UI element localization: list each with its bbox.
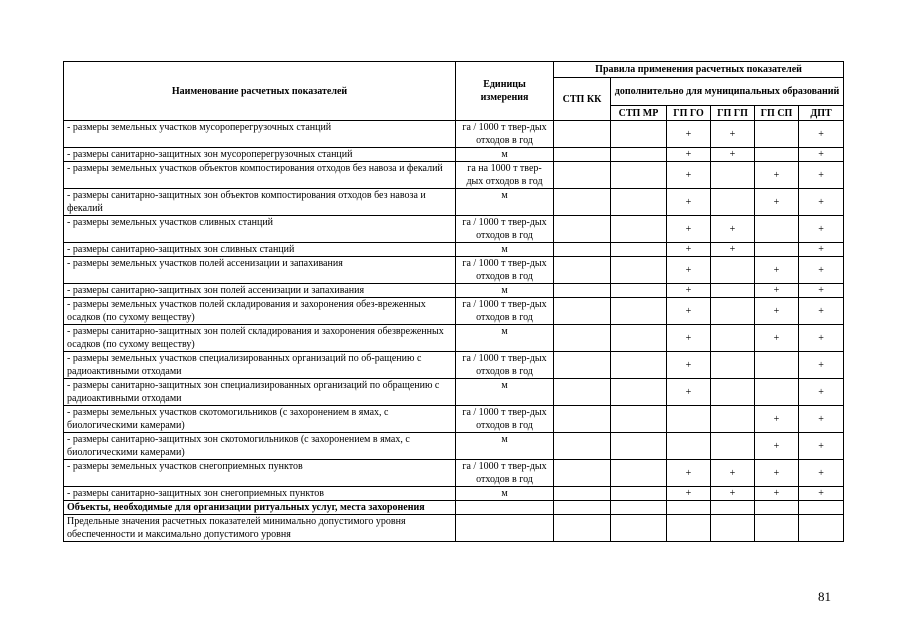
mark-stpkk <box>554 460 611 487</box>
mark-gpgo: + <box>667 148 711 162</box>
mark-dpt: + <box>799 243 844 257</box>
mark-dpt: + <box>799 216 844 243</box>
table-row <box>64 460 844 487</box>
mark-gpgo: + <box>667 298 711 325</box>
mark-gpgo: + <box>667 379 711 406</box>
mark-gpgp: + <box>711 243 755 257</box>
mark-gpsp: + <box>755 487 799 501</box>
mark-stpmr <box>611 379 667 406</box>
row-unit: га / 1000 т твер-дых отходов в год <box>456 121 554 148</box>
mark-gpgp: + <box>711 460 755 487</box>
mark-gpgp: + <box>711 121 755 148</box>
row-name: - размеры санитарно-защитных зон скотомогильников (с захоронением в ямах, с биологическими камерами) <box>64 433 456 460</box>
mark-stpmr <box>611 325 667 352</box>
table-row <box>64 406 844 433</box>
row-unit: га / 1000 т твер-дых отходов в год <box>456 257 554 284</box>
mark-stpkk <box>554 433 611 460</box>
mark-gpgp: + <box>711 148 755 162</box>
header-dpt: ДПТ <box>799 106 844 121</box>
mark-stpkk <box>554 148 611 162</box>
row-unit: м <box>456 284 554 298</box>
mark-stpkk <box>554 121 611 148</box>
indicators-table <box>63 61 844 542</box>
mark-dpt: + <box>799 284 844 298</box>
header-units: Единицы измерения <box>456 62 554 121</box>
mark-stpkk <box>554 284 611 298</box>
mark-stpmr <box>611 284 667 298</box>
header-stp-kk: СТП КК <box>554 78 611 121</box>
header-gp-gp: ГП ГП <box>711 106 755 121</box>
mark-dpt: + <box>799 433 844 460</box>
row-name: - размеры земельных участков специализированных организаций по об-ращению с радиоактивными отходами <box>64 352 456 379</box>
row-unit: м <box>456 148 554 162</box>
mark-gpsp <box>755 352 799 379</box>
mark-gpsp: + <box>755 257 799 284</box>
mark-stpkk <box>554 352 611 379</box>
table-row <box>64 284 844 298</box>
row-name: - размеры земельных участков объектов компостирования отходов без навоза и фекалий <box>64 162 456 189</box>
row-name: - размеры земельных участков сливных станций <box>64 216 456 243</box>
mark-gpgo <box>667 406 711 433</box>
row-unit: га / 1000 т твер-дых отходов в год <box>456 298 554 325</box>
section-title: Объекты, необходимые для организации ритуальных услуг, места захоронения <box>64 501 456 515</box>
row-name: - размеры земельных участков скотомогильников (с захоронением в ямах, с биологическими камерами) <box>64 406 456 433</box>
row-name: - размеры санитарно-защитных зон сливных станций <box>64 243 456 257</box>
mark-gpsp: + <box>755 325 799 352</box>
mark-gpgo: + <box>667 325 711 352</box>
row-name: - размеры санитарно-защитных зон снегоприемных пунктов <box>64 487 456 501</box>
mark-gpsp <box>755 121 799 148</box>
table-row <box>64 257 844 284</box>
mark-stpmr <box>611 148 667 162</box>
row-name: - размеры санитарно-защитных зон специализированных организаций по обращению с радиоактивными отходами <box>64 379 456 406</box>
mark-dpt: + <box>799 460 844 487</box>
row-unit: м <box>456 433 554 460</box>
mark-dpt: + <box>799 189 844 216</box>
mark-gpsp: + <box>755 189 799 216</box>
page-number: 81 <box>818 589 831 604</box>
mark-stpkk <box>554 487 611 501</box>
table-row <box>64 162 844 189</box>
row-unit: м <box>456 325 554 352</box>
table-row <box>64 325 844 352</box>
header-gp-go: ГП ГО <box>667 106 711 121</box>
header-name: Наименование расчетных показателей <box>64 62 456 121</box>
mark-stpmr <box>611 352 667 379</box>
mark-gpgo <box>667 433 711 460</box>
mark-gpsp: + <box>755 162 799 189</box>
row-unit: м <box>456 487 554 501</box>
mark-dpt: + <box>799 487 844 501</box>
mark-stpmr <box>611 406 667 433</box>
row-name: - размеры земельных участков полей ассенизации и запахивания <box>64 257 456 284</box>
mark-stpkk <box>554 243 611 257</box>
table-row <box>64 298 844 325</box>
row-name: - размеры санитарно-защитных зон полей складирования и захоронения обезвреженных осадков (по сухому веществу) <box>64 325 456 352</box>
mark-dpt: + <box>799 379 844 406</box>
mark-stpmr <box>611 216 667 243</box>
mark-stpkk <box>554 162 611 189</box>
mark-gpgp: + <box>711 216 755 243</box>
table-row <box>64 216 844 243</box>
mark-gpsp: + <box>755 406 799 433</box>
row-name: - размеры земельных участков мусороперегрузочных станций <box>64 121 456 148</box>
mark-gpgp <box>711 284 755 298</box>
table-row <box>64 379 844 406</box>
mark-gpsp: + <box>755 284 799 298</box>
mark-stpmr <box>611 243 667 257</box>
mark-gpgp <box>711 433 755 460</box>
mark-gpsp <box>755 379 799 406</box>
mark-gpgp <box>711 379 755 406</box>
row-unit: м <box>456 189 554 216</box>
table-row <box>64 121 844 148</box>
mark-dpt: + <box>799 148 844 162</box>
section-text: Предельные значения расчетных показателей минимально допустимого уровня обеспеченности и максимально допустимого уровня <box>64 515 456 542</box>
section-text-row <box>64 515 844 542</box>
row-unit: га / 1000 т твер-дых отходов в год <box>456 460 554 487</box>
row-unit: га на 1000 т твер-дых отходов в год <box>456 162 554 189</box>
mark-stpkk <box>554 406 611 433</box>
table-row <box>64 487 844 501</box>
mark-gpgp <box>711 406 755 433</box>
mark-gpgp <box>711 325 755 352</box>
mark-gpgo: + <box>667 162 711 189</box>
mark-stpmr <box>611 189 667 216</box>
mark-gpgo: + <box>667 284 711 298</box>
mark-stpkk <box>554 379 611 406</box>
mark-dpt: + <box>799 121 844 148</box>
mark-stpkk <box>554 298 611 325</box>
table-row <box>64 189 844 216</box>
mark-stpmr <box>611 460 667 487</box>
header-stp-mr: СТП МР <box>611 106 667 121</box>
row-unit: га / 1000 т твер-дых отходов в год <box>456 352 554 379</box>
mark-stpkk <box>554 257 611 284</box>
mark-stpkk <box>554 325 611 352</box>
mark-stpmr <box>611 433 667 460</box>
mark-stpkk <box>554 189 611 216</box>
mark-gpgo: + <box>667 487 711 501</box>
row-name: - размеры земельных участков полей складирования и захоронения обез-вреженных осадков (по сухому веществу) <box>64 298 456 325</box>
mark-gpgp: + <box>711 487 755 501</box>
mark-gpgo: + <box>667 243 711 257</box>
mark-gpsp <box>755 216 799 243</box>
mark-gpgp <box>711 298 755 325</box>
table-row <box>64 352 844 379</box>
mark-gpgp <box>711 162 755 189</box>
mark-gpgo: + <box>667 257 711 284</box>
table-row <box>64 243 844 257</box>
row-name: - размеры санитарно-защитных зон полей ассенизации и запахивания <box>64 284 456 298</box>
mark-gpgp <box>711 352 755 379</box>
table-header <box>64 62 844 121</box>
mark-gpsp <box>755 148 799 162</box>
row-unit: га / 1000 т твер-дых отходов в год <box>456 216 554 243</box>
header-gp-sp: ГП СП <box>755 106 799 121</box>
mark-stpkk <box>554 216 611 243</box>
mark-gpgp <box>711 189 755 216</box>
mark-stpmr <box>611 257 667 284</box>
mark-gpsp <box>755 243 799 257</box>
row-name: - размеры санитарно-защитных зон мусороперегрузочных станций <box>64 148 456 162</box>
mark-gpgp <box>711 257 755 284</box>
section-title-row <box>64 501 844 515</box>
mark-dpt: + <box>799 406 844 433</box>
mark-gpgo: + <box>667 189 711 216</box>
mark-stpmr <box>611 298 667 325</box>
mark-stpmr <box>611 121 667 148</box>
mark-stpmr <box>611 162 667 189</box>
mark-gpgo: + <box>667 121 711 148</box>
mark-gpsp: + <box>755 298 799 325</box>
table-body <box>64 121 844 542</box>
mark-stpmr <box>611 487 667 501</box>
table-row <box>64 148 844 162</box>
mark-gpgo: + <box>667 460 711 487</box>
row-unit: м <box>456 379 554 406</box>
mark-dpt: + <box>799 257 844 284</box>
mark-dpt: + <box>799 162 844 189</box>
mark-dpt: + <box>799 325 844 352</box>
row-unit: га / 1000 т твер-дых отходов в год <box>456 406 554 433</box>
row-unit: м <box>456 243 554 257</box>
mark-dpt: + <box>799 298 844 325</box>
header-rules: Правила применения расчетных показателей <box>554 62 844 78</box>
mark-gpsp: + <box>755 460 799 487</box>
table-row <box>64 433 844 460</box>
row-name: - размеры земельных участков снегоприемных пунктов <box>64 460 456 487</box>
mark-gpsp: + <box>755 433 799 460</box>
header-additional: дополнительно для муниципальных образований <box>611 78 844 106</box>
mark-gpgo: + <box>667 352 711 379</box>
row-name: - размеры санитарно-защитных зон объектов компостирования отходов без навоза и фекалий <box>64 189 456 216</box>
mark-dpt: + <box>799 352 844 379</box>
mark-gpgo: + <box>667 216 711 243</box>
